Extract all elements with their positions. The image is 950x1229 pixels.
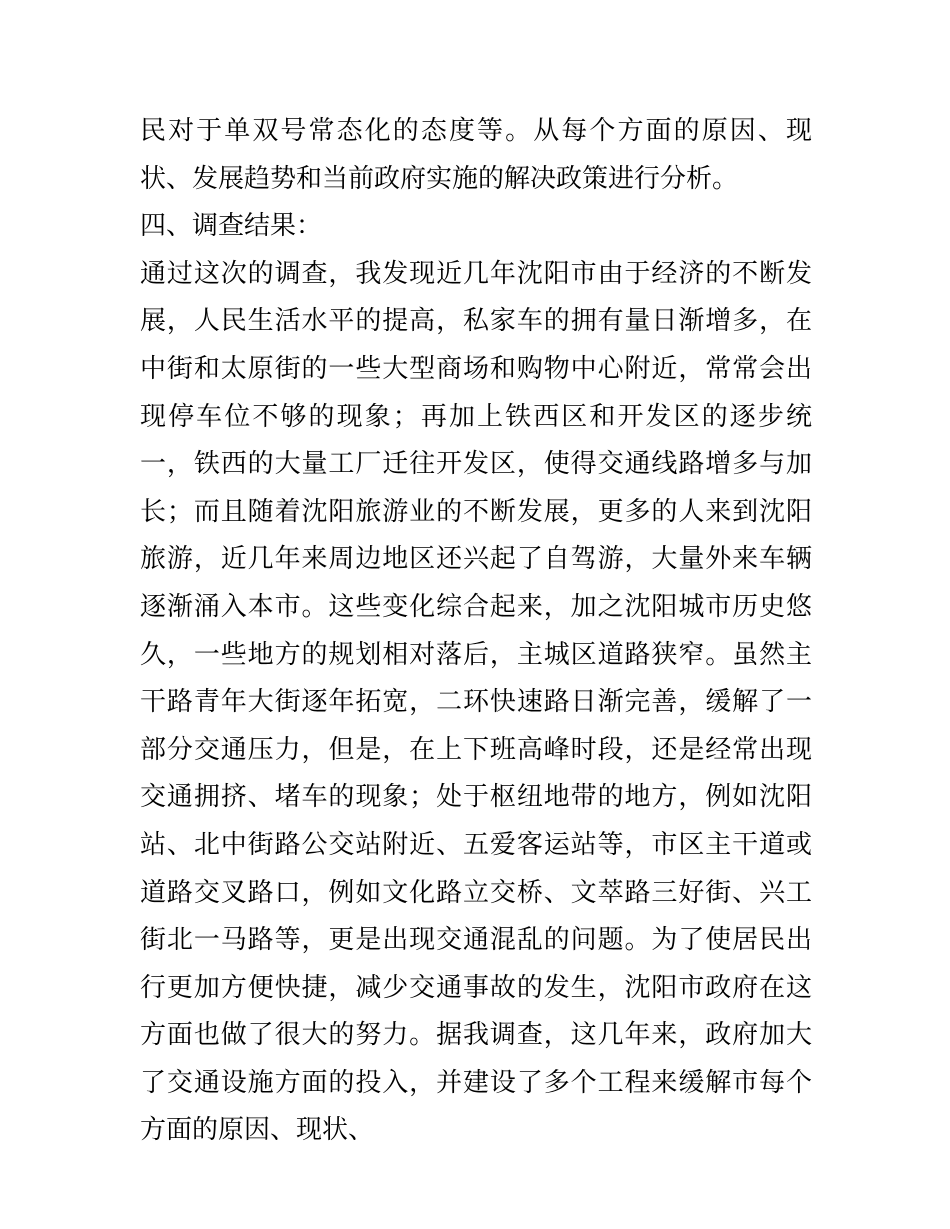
- document-body: [140, 108, 812, 1155]
- intro-paragraph: 民对于单双号常态化的态度等。从每个方面的原因、现状、发展趋势和当前政府实施的解决政策进行分析。: [140, 116, 812, 194]
- results-paragraph: 通过这次的调查，我发现近几年沈阳市由于经济的不断发展，人民生活水平的提高，私家车的拥有量日渐增多，在中街和太原街的一些大型商场和购物中心附近，常常会出现停车位不够的现象；再加上铁西区和开发区的逐步统一，铁西的大量工厂迁往开发区，使得交通线路增多与加长；而且随着沈阳旅游业的不断发展，更多的人来到沈阳旅游，近几年来周边地区还兴起了自驾游，大量外来车辆逐渐涌入本市。这些变化综合起来，加之沈阳城市历史悠久，一些地方的规划相对落后，主城区道路狭窄。虽然主干路青年大街逐年拓宽，二环快速路日渐完善，缓解了一部分交通压力，但是，在上下班高峰时段，还是经常出现交通拥挤、堵车的现象；处于枢纽地带的地方，例如沈阳站、北中街路公交站附近、五爱客运站等，市区主干道或道路交叉路口，例如文化路立交桥、文萃路三好街、兴工街北一马路等，更是出现交通混乱的问题。为了使居民出行更加方便快捷，减少交通事故的发生，沈阳市政府在这方面也做了很大的努力。据我调查，这几年来，政府加大了交通设施方面的投入，并建设了多个工程来缓解市每个方面的原因、现状、: [140, 258, 812, 1146]
- section-heading-results: 四、调查结果：: [140, 211, 323, 242]
